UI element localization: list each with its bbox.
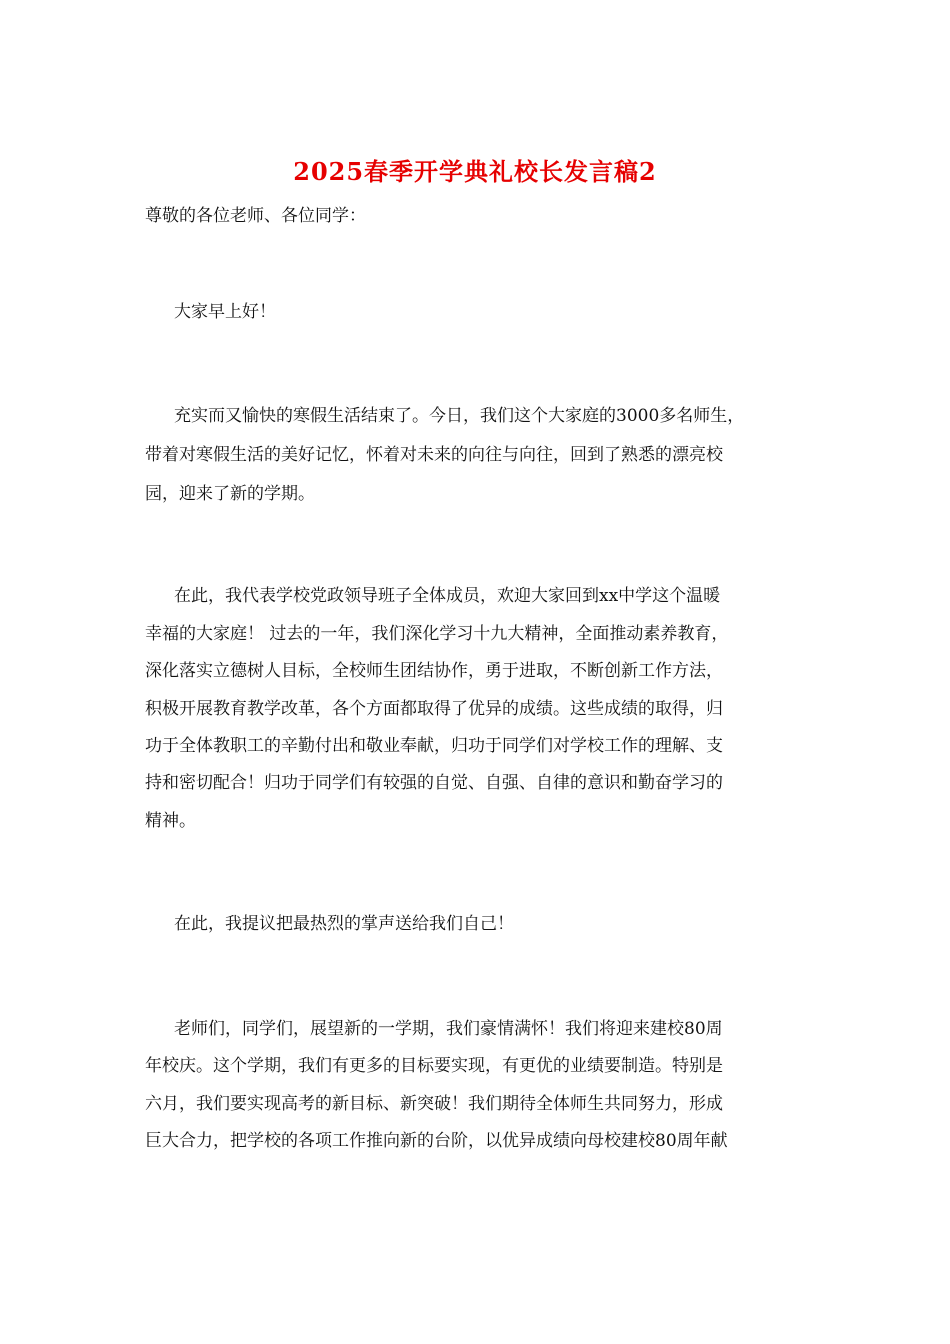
paragraph-5-line-4: 巨大合力，把学校的各项工作推向新的台阶，以优异成绩向母校建校80周年献	[145, 1131, 728, 1151]
paragraph-2-line-3: 园，迎来了新的学期。	[145, 484, 315, 504]
paragraph-5-line-2: 年校庆。这个学期，我们有更多的目标要实现，有更优的业绩要制造。特别是	[145, 1056, 723, 1076]
paragraph-2-line-1: 充实而又愉快的寒假生活结束了。今日，我们这个大家庭的3000多名师生，	[174, 406, 745, 426]
paragraph-3-line-1: 在此，我代表学校党政领导班子全体成员，欢迎大家回到xx中学这个温暖	[174, 586, 721, 606]
paragraph-3-line-3: 深化落实立德树人目标，全校师生团结协作，勇于进取，不断创新工作方法，	[145, 661, 723, 681]
paragraph-3-line-5: 功于全体教职工的辛勤付出和敬业奉献，归功于同学们对学校工作的理解、支	[145, 736, 723, 756]
paragraph-1-line-1: 大家早上好！	[174, 302, 276, 322]
paragraph-5-line-3: 六月，我们要实现高考的新目标、新突破！我们期待全体师生共同努力，形成	[145, 1094, 723, 1114]
paragraph-3-line-7: 精神。	[145, 811, 196, 831]
paragraph-4-line-1: 在此，我提议把最热烈的掌声送给我们自己！	[174, 914, 514, 934]
paragraph-3-line-6: 持和密切配合！归功于同学们有较强的自觉、自强、自律的意识和勤奋学习的	[145, 773, 723, 793]
paragraph-3-line-2: 幸福的大家庭！ 过去的一年，我们深化学习十九大精神，全面推动素养教育，	[145, 624, 729, 644]
paragraph-2-line-2: 带着对寒假生活的美好记忆，怀着对未来的向往与向往，回到了熟悉的漂亮校	[145, 445, 723, 465]
salutation: 尊敬的各位老师、各位同学：	[145, 206, 366, 226]
document-title: 2025春季开学典礼校长发言稿2	[293, 157, 657, 186]
paragraph-3-line-4: 积极开展教育教学改革，各个方面都取得了优异的成绩。这些成绩的取得，归	[145, 699, 723, 719]
paragraph-5-line-1: 老师们，同学们，展望新的一学期，我们豪情满怀！我们将迎来建校80周	[174, 1019, 723, 1039]
